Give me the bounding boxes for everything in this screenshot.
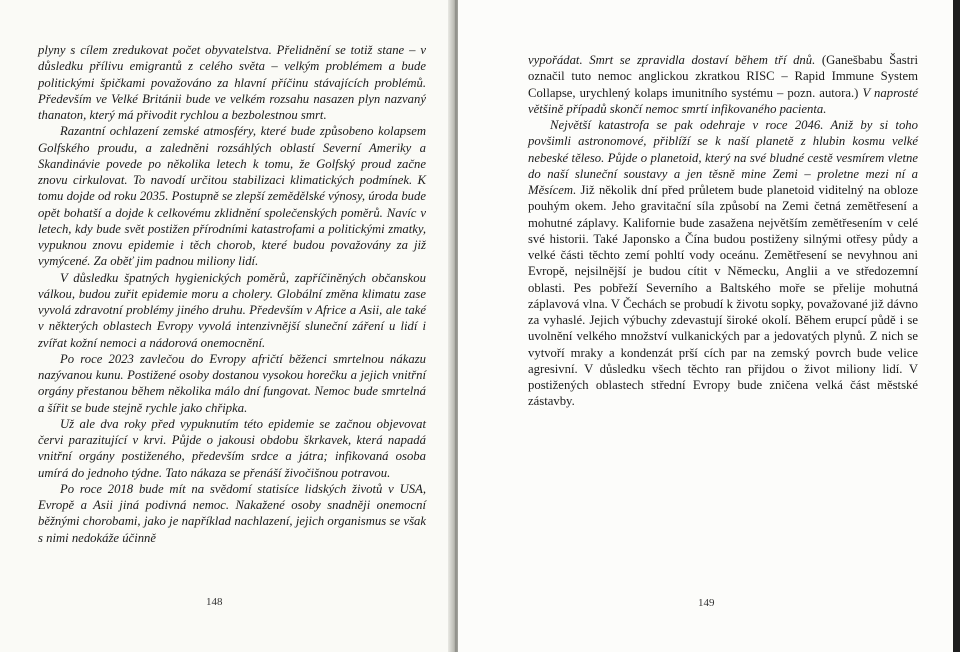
right-page-text — [528, 52, 918, 410]
roman-text: (Ganešbabu Šastri označil tuto nemoc anglickou zkratkou RISC – Rapid Immune System Collapse, urychlený kolaps imunitního systému – pozn. autora.) — [528, 53, 918, 100]
paragraph — [528, 117, 918, 410]
paragraph: plyny s cílem zredukovat počet obyvatelstva. Přelidnění se totiž stane – v důsledku přílivu emigrantů z celého světa – velkým problémem a bude politickými špičkami považováno za hlavní příčinu stávajících problémů. Především ve Velké Británii bude ve velkém rozsahu nasazen plyn nazvaný thanaton, který má přivodit rychlou a bezbolestnou smrt. — [38, 43, 426, 122]
roman-text: Již několik dní před průletem bude planetoid viditelný na obloze pouhým okem. Jeho gravitační síla způsobí na Zemi četná zemětřesení a mohutné záplavy. Kalifornie bude zasažena největším zemětřesením v celé své historii. Také Japonsko a Čína budou postiženy silnými otřesy půdy a velké části těchto zemí pohltí vody oceánu. Zemětřesení se nevyhnou ani Evropě, nejsilnější je budou cítit v Německu, Anglii a ve středozemní oblasti. Pes pobřeží Severního a Baltského moře se přelije mohutná záplavová vlna. V Čechách se probudí k životu sopky, považované již dávno za vyhaslé. Jejich výbuchy zdevastují široké okolí. Během erupcí půdě i se uvolnění velkého množství vulkanických par a jedovatých plynů. Z nich se vytvoří mraky a kondenzát prší cích par na zemský povrch bude velice agresivní. V důsledku všech těchto ran přijdou o život miliony lidí. V postižených oblastech střední Evropy bude zničena velká část městské zástavby. — [528, 183, 918, 409]
page-number-right: 149 — [698, 597, 715, 609]
italic-text: vypořádat. Smrt se zpravidla dostaví během tří dnů. — [528, 53, 816, 67]
italic-text: Největší katastrofa se pak odehraje v roce 2046. Aniž by si toho povšimli astronomové, přiblíží se k naší planetě z hlubin kosmu velké nebeské těleso. Půjde o planetoid, který na své bludné cestě vesmírem vletne do naší sluneční soustavy a jen těsně mine Zemi – proletne mezi ní a Měsícem. — [528, 118, 918, 197]
paragraph: V důsledku špatných hygienických poměrů, zapříčiněných občanskou válkou, budou zuřit epidemie moru a cholery. Globální změna klimatu zase vyvolá zdravotní problémy jiného druhu. Především v Africe a Asii, ale také v některých oblastech Evropy vyvolá intenzivnější sluneční záření u lidí i zvířat kožní nemoci a nádorová onemocnění. — [38, 270, 426, 350]
paragraph: Po roce 2023 zavlečou do Evropy afričtí běženci smrtelnou nákazu nazývanou kunu. Postižené osoby dostanou vysokou horečku a jejich vnitřní orgány přestanou během několika málo dní fungovat. Nemoc bude smrtelná a šířit se bude stejně rychle jako chřipka. — [38, 351, 426, 415]
left-page — [0, 0, 452, 652]
left-page-text — [38, 42, 426, 546]
scan-edge — [953, 0, 960, 652]
right-page — [458, 0, 960, 652]
page-number-left: 148 — [206, 596, 223, 608]
paragraph: Po roce 2018 bude mít na svědomí statisíce lidských životů v USA, Evropě a Asii jiná podivná nemoc. Nakažené osoby snadněji onemocní běžnými chorobami, jako je například nachlazení, jejich organismus se však s nimi nedokáže účinně — [38, 481, 426, 545]
paragraph: Razantní ochlazení zemské atmosféry, které bude způsobeno kolapsem Golfského proudu, a zaledněni rozsáhlých oblastí Severní Ameriky a Skandinávie povede po několika letech k tomu, že Golfský proud začne znovu cirkulovat. To navodí určitou stabilizaci klimatických podmínek. K tomu dojde od roku 2035. Postupně se zlepší zemědělské výnosy, úroda bude opět bohatší a dojde k celkovému zklidnění společenských poměrů. Navíc v letech, kdy bude svět postižen přírodními katastrofami a politickými zmatky, vypuknou znovu epidemie i těch chorob, které budou považovány za již vymýcené. Za oběť jim padnou miliony lidí. — [38, 124, 426, 269]
paragraph — [528, 52, 918, 117]
paragraph: Už ale dva roky před vypuknutím této epidemie se začnou objevovat červi parazitující v krvi. Půjde o jakousi obdobu škrkavek, která napadá vnitřní orgány postiženého, především srdce a játra; infikovaná osoba umírá do jednoho týdne. Tato nákaza se přenáší živočišnou potravou. — [38, 416, 426, 480]
italic-text: V naprosté většině případů skončí nemoc smrtí infikovaného pacienta. — [528, 85, 918, 116]
